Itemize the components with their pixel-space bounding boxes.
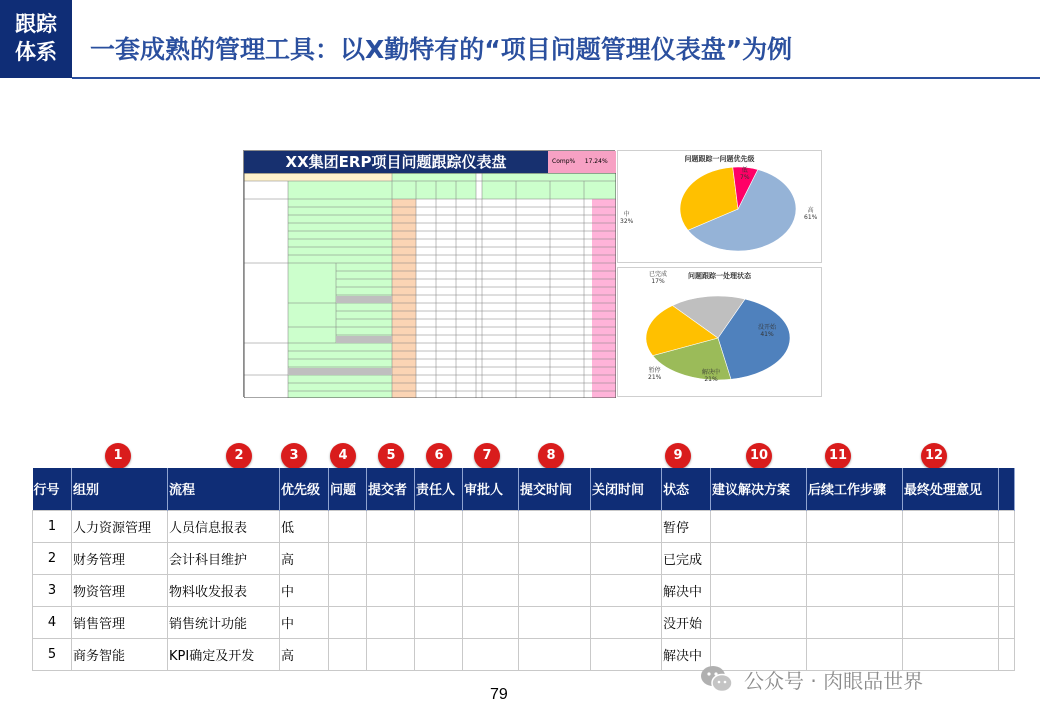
status-label-paused: 暂停 21% xyxy=(648,367,662,381)
header-spacer xyxy=(999,468,1015,510)
marker-6: 6 xyxy=(426,443,452,469)
status-pie-title: 问题跟踪一处理状态 xyxy=(688,272,751,280)
cell-status: 解决中 xyxy=(662,638,711,670)
cell-next-steps xyxy=(807,510,903,542)
cell-priority: 中 xyxy=(280,606,329,638)
cell-owner xyxy=(415,574,463,606)
cell-priority: 低 xyxy=(280,510,329,542)
dashboard-grid xyxy=(244,173,616,398)
cell-group: 商务智能 xyxy=(72,638,168,670)
cell-approver xyxy=(463,510,519,542)
marker-8: 8 xyxy=(538,443,564,469)
dashboard-comp-value: 17.24% xyxy=(584,158,608,165)
cell-submitter xyxy=(367,542,415,574)
dashboard-comp-label: Comp% xyxy=(552,158,576,165)
watermark xyxy=(700,662,923,696)
cell-row-number: 1 xyxy=(33,510,72,542)
cell-group: 人力资源管理 xyxy=(72,510,168,542)
cell-submit-time xyxy=(519,638,591,670)
cell-owner xyxy=(415,606,463,638)
cell-issue xyxy=(329,542,367,574)
status-label-not-started: 没开始 41% xyxy=(758,324,777,338)
dashboard-comp xyxy=(548,151,616,173)
cell-submitter xyxy=(367,606,415,638)
cell-process: 会计科目维护 xyxy=(168,542,280,574)
cell-owner xyxy=(415,542,463,574)
header-approver: 审批人 xyxy=(463,468,519,510)
cell-process: 物料收发报表 xyxy=(168,574,280,606)
cell-row-number: 4 xyxy=(33,606,72,638)
header-submitter: 提交者 xyxy=(367,468,415,510)
cell-process: KPI确定及开发 xyxy=(168,638,280,670)
cell-final-opinion xyxy=(903,510,999,542)
cell-proposed-solution xyxy=(711,574,807,606)
cell-close-time xyxy=(591,638,662,670)
marker-1: 1 xyxy=(105,443,131,469)
cell-issue xyxy=(329,510,367,542)
cell-owner xyxy=(415,638,463,670)
section-tag xyxy=(0,0,72,78)
cell-group: 物资管理 xyxy=(72,574,168,606)
cell-group: 财务管理 xyxy=(72,542,168,574)
cell-proposed-solution xyxy=(711,606,807,638)
header-process: 流程 xyxy=(168,468,280,510)
cell-close-time xyxy=(591,606,662,638)
title-divider xyxy=(72,77,1040,79)
cell-priority: 高 xyxy=(280,542,329,574)
priority-label-low: 低 7% xyxy=(740,167,750,181)
cell-approver xyxy=(463,542,519,574)
header-priority: 优先级 xyxy=(280,468,329,510)
cell-next-steps xyxy=(807,574,903,606)
marker-4: 4 xyxy=(330,443,356,469)
marker-9: 9 xyxy=(665,443,691,469)
cell-submit-time xyxy=(519,574,591,606)
cell-row-number: 3 xyxy=(33,574,72,606)
header-proposed-solution: 建议解决方案 xyxy=(711,468,807,510)
cell-next-steps xyxy=(807,542,903,574)
cell-spacer xyxy=(999,638,1015,670)
dashboard-title: XX集团ERP项目问题跟踪仪表盘 xyxy=(244,151,548,173)
cell-issue xyxy=(329,574,367,606)
cell-process: 销售统计功能 xyxy=(168,606,280,638)
page-title: 一套成熟的管理工具：以X勤特有的“项目问题管理仪表盘”为例 xyxy=(90,35,793,64)
cell-status: 已完成 xyxy=(662,542,711,574)
cell-next-steps xyxy=(807,606,903,638)
cell-close-time xyxy=(591,574,662,606)
marker-2: 2 xyxy=(226,443,252,469)
cell-approver xyxy=(463,574,519,606)
header-owner: 责任人 xyxy=(415,468,463,510)
cell-priority: 中 xyxy=(280,574,329,606)
priority-label-high: 高 61% xyxy=(804,207,818,221)
cell-status: 没开始 xyxy=(662,606,711,638)
cell-proposed-solution xyxy=(711,510,807,542)
cell-spacer xyxy=(999,542,1015,574)
cell-approver xyxy=(463,638,519,670)
cell-close-time xyxy=(591,542,662,574)
table-row xyxy=(33,606,1015,638)
marker-10: 10 xyxy=(746,443,772,469)
watermark-text: 公众号 · 肉眼品世界 xyxy=(744,668,924,693)
header-submit-time: 提交时间 xyxy=(519,468,591,510)
cell-submit-time xyxy=(519,542,591,574)
marker-11: 11 xyxy=(825,443,851,469)
table-header-row xyxy=(33,468,1015,510)
cell-final-opinion xyxy=(903,606,999,638)
cell-spacer xyxy=(999,606,1015,638)
cell-issue xyxy=(329,606,367,638)
cell-close-time xyxy=(591,510,662,542)
cell-submitter xyxy=(367,510,415,542)
cell-owner xyxy=(415,510,463,542)
priority-pie xyxy=(618,151,823,264)
marker-5: 5 xyxy=(378,443,404,469)
issue-table xyxy=(32,468,1015,671)
status-pie-panel xyxy=(617,267,822,397)
status-label-completed: 已完成 17% xyxy=(649,271,668,285)
header-issue: 问题 xyxy=(329,468,367,510)
header-row-number: 行号 xyxy=(33,468,72,510)
cell-priority: 高 xyxy=(280,638,329,670)
section-tag-line2: 体系 xyxy=(15,40,57,64)
wechat-icon xyxy=(700,664,734,694)
status-label-in-progress: 解决中 21% xyxy=(702,369,721,383)
priority-label-mid: 中 32% xyxy=(620,211,634,225)
marker-12: 12 xyxy=(921,443,947,469)
cell-status: 解决中 xyxy=(662,574,711,606)
dashboard-image xyxy=(243,150,615,397)
cell-status: 暂停 xyxy=(662,510,711,542)
cell-spacer xyxy=(999,574,1015,606)
header-next-steps: 后续工作步骤 xyxy=(807,468,903,510)
cell-row-number: 5 xyxy=(33,638,72,670)
cell-spacer xyxy=(999,510,1015,542)
page-number: 79 xyxy=(490,686,508,703)
marker-3: 3 xyxy=(281,443,307,469)
header-status: 状态 xyxy=(662,468,711,510)
table-row xyxy=(33,574,1015,606)
cell-approver xyxy=(463,606,519,638)
cell-group: 销售管理 xyxy=(72,606,168,638)
header-close-time: 关闭时间 xyxy=(591,468,662,510)
priority-pie-panel xyxy=(617,150,822,263)
table-row xyxy=(33,542,1015,574)
section-tag-line1: 跟踪 xyxy=(15,12,57,36)
cell-submitter xyxy=(367,574,415,606)
cell-submit-time xyxy=(519,606,591,638)
header-group: 组别 xyxy=(72,468,168,510)
priority-pie-title: 问题跟踪一问题优先级 xyxy=(684,155,755,163)
cell-process: 人员信息报表 xyxy=(168,510,280,542)
cell-row-number: 2 xyxy=(33,542,72,574)
table-row xyxy=(33,510,1015,542)
marker-7: 7 xyxy=(474,443,500,469)
cell-proposed-solution xyxy=(711,542,807,574)
cell-issue xyxy=(329,638,367,670)
cell-final-opinion xyxy=(903,574,999,606)
cell-final-opinion xyxy=(903,542,999,574)
cell-submit-time xyxy=(519,510,591,542)
header-final-opinion: 最终处理意见 xyxy=(903,468,999,510)
cell-submitter xyxy=(367,638,415,670)
